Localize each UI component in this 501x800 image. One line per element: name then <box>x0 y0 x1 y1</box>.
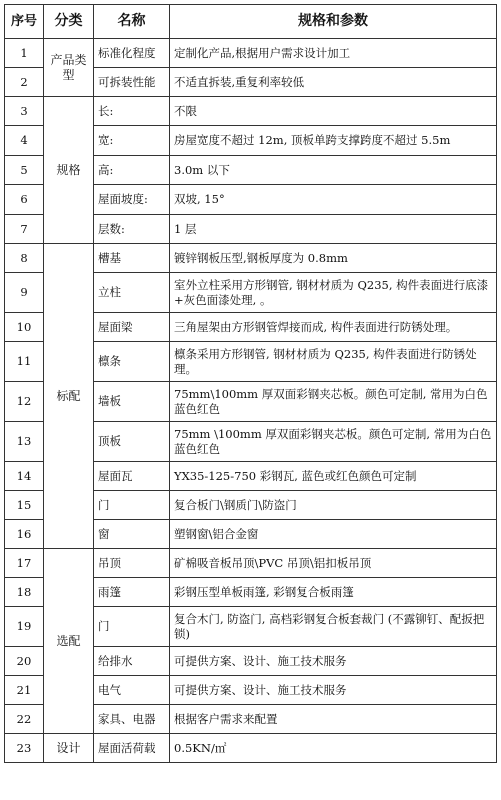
row-spec: 彩钢压型单板雨篷, 彩钢复合板雨篷 <box>170 578 497 607</box>
row-name: 屋面坡度: <box>94 185 170 215</box>
row-name: 屋面梁 <box>94 313 170 342</box>
category-design: 设计 <box>44 734 94 763</box>
header-name: 名称 <box>94 5 170 39</box>
row-name: 吊顶 <box>94 549 170 578</box>
header-row <box>5 5 497 39</box>
row-number: 15 <box>5 491 44 520</box>
row-number: 20 <box>5 647 44 676</box>
row-number: 13 <box>5 422 44 462</box>
row-spec: 3.0m 以下 <box>170 156 497 185</box>
row-number: 14 <box>5 462 44 491</box>
row-name: 层数: <box>94 215 170 244</box>
row-number: 2 <box>5 68 44 97</box>
row-number: 21 <box>5 676 44 705</box>
row-number: 7 <box>5 215 44 244</box>
row-name: 长: <box>94 97 170 126</box>
row-number: 16 <box>5 520 44 549</box>
row-spec: 0.5KN/㎡ <box>170 734 497 763</box>
row-number: 17 <box>5 549 44 578</box>
row-number: 22 <box>5 705 44 734</box>
row-number: 18 <box>5 578 44 607</box>
row-spec: 三角屋架由方形钢管焊接而成, 构件表面进行防锈处理。 <box>170 313 497 342</box>
row-spec: 复合板门\钢质门\防盗门 <box>170 491 497 520</box>
spec-table <box>4 4 497 763</box>
header-category: 分类 <box>44 5 94 39</box>
row-spec: 不限 <box>170 97 497 126</box>
row-name: 窗 <box>94 520 170 549</box>
row-spec: 定制化产品,根据用户需求设计加工 <box>170 39 497 68</box>
row-spec: 檩条采用方形钢管, 钢材材质为 Q235, 构件表面进行防锈处理。 <box>170 342 497 382</box>
row-number: 3 <box>5 97 44 126</box>
row-number: 10 <box>5 313 44 342</box>
row-spec: 复合木门, 防盗门, 高档彩钢复合板套裁门 (不露铆钉、配扳把锁) <box>170 607 497 647</box>
row-spec: 塑钢窗\铝合金窗 <box>170 520 497 549</box>
row-name: 家具、电器 <box>94 705 170 734</box>
row-name: 可拆装性能 <box>94 68 170 97</box>
row-spec: 房屋宽度不超过 12m, 顶板单跨支撑跨度不超过 5.5m <box>170 126 497 156</box>
header-index: 序号 <box>5 5 44 39</box>
row-spec: 矿棉吸音板吊顶\PVC 吊顶\铝扣板吊顶 <box>170 549 497 578</box>
row-name: 高: <box>94 156 170 185</box>
row-name: 门 <box>94 607 170 647</box>
row-number: 11 <box>5 342 44 382</box>
row-spec: 室外立柱采用方形钢管, 钢材材质为 Q235, 构件表面进行底漆+灰色面漆处理, 。 <box>170 273 497 313</box>
row-spec: 75mm \100mm 厚双面彩钢夹芯板。颜色可定制, 常用为白色蓝色红色 <box>170 422 497 462</box>
row-spec: 根据客户需求来配置 <box>170 705 497 734</box>
table-row <box>5 244 497 273</box>
header-spec: 规格和参数 <box>170 5 497 39</box>
row-number: 5 <box>5 156 44 185</box>
row-spec: 可提供方案、设计、施工技术服务 <box>170 676 497 705</box>
row-number: 6 <box>5 185 44 215</box>
category-size: 规格 <box>44 97 94 244</box>
row-spec: 75mm\100mm 厚双面彩钢夹芯板。颜色可定制, 常用为白色蓝色红色 <box>170 382 497 422</box>
table-row <box>5 549 497 578</box>
row-spec: 可提供方案、设计、施工技术服务 <box>170 647 497 676</box>
row-name: 宽: <box>94 126 170 156</box>
row-spec: 镀锌钢板压型,钢板厚度为 0.8mm <box>170 244 497 273</box>
row-number: 1 <box>5 39 44 68</box>
row-number: 23 <box>5 734 44 763</box>
row-spec: 1 层 <box>170 215 497 244</box>
row-name: 屋面活荷载 <box>94 734 170 763</box>
table-row <box>5 39 497 68</box>
row-name: 立柱 <box>94 273 170 313</box>
category-standard: 标配 <box>44 244 94 549</box>
category-product-type: 产品类型 <box>44 39 94 97</box>
row-name: 槽基 <box>94 244 170 273</box>
row-number: 19 <box>5 607 44 647</box>
table-row <box>5 97 497 126</box>
row-name: 门 <box>94 491 170 520</box>
row-name: 墙板 <box>94 382 170 422</box>
row-spec: 双坡, 15° <box>170 185 497 215</box>
row-name: 雨篷 <box>94 578 170 607</box>
row-spec: 不适直拆装,重复利率较低 <box>170 68 497 97</box>
row-name: 顶板 <box>94 422 170 462</box>
row-name: 电气 <box>94 676 170 705</box>
row-name: 给排水 <box>94 647 170 676</box>
category-optional: 选配 <box>44 549 94 734</box>
row-name: 檩条 <box>94 342 170 382</box>
row-number: 4 <box>5 126 44 156</box>
row-name: 屋面瓦 <box>94 462 170 491</box>
table-row <box>5 734 497 763</box>
row-number: 8 <box>5 244 44 273</box>
row-spec: YX35-125-750 彩钢瓦, 蓝色或红色颜色可定制 <box>170 462 497 491</box>
row-number: 12 <box>5 382 44 422</box>
row-name: 标准化程度 <box>94 39 170 68</box>
row-number: 9 <box>5 273 44 313</box>
